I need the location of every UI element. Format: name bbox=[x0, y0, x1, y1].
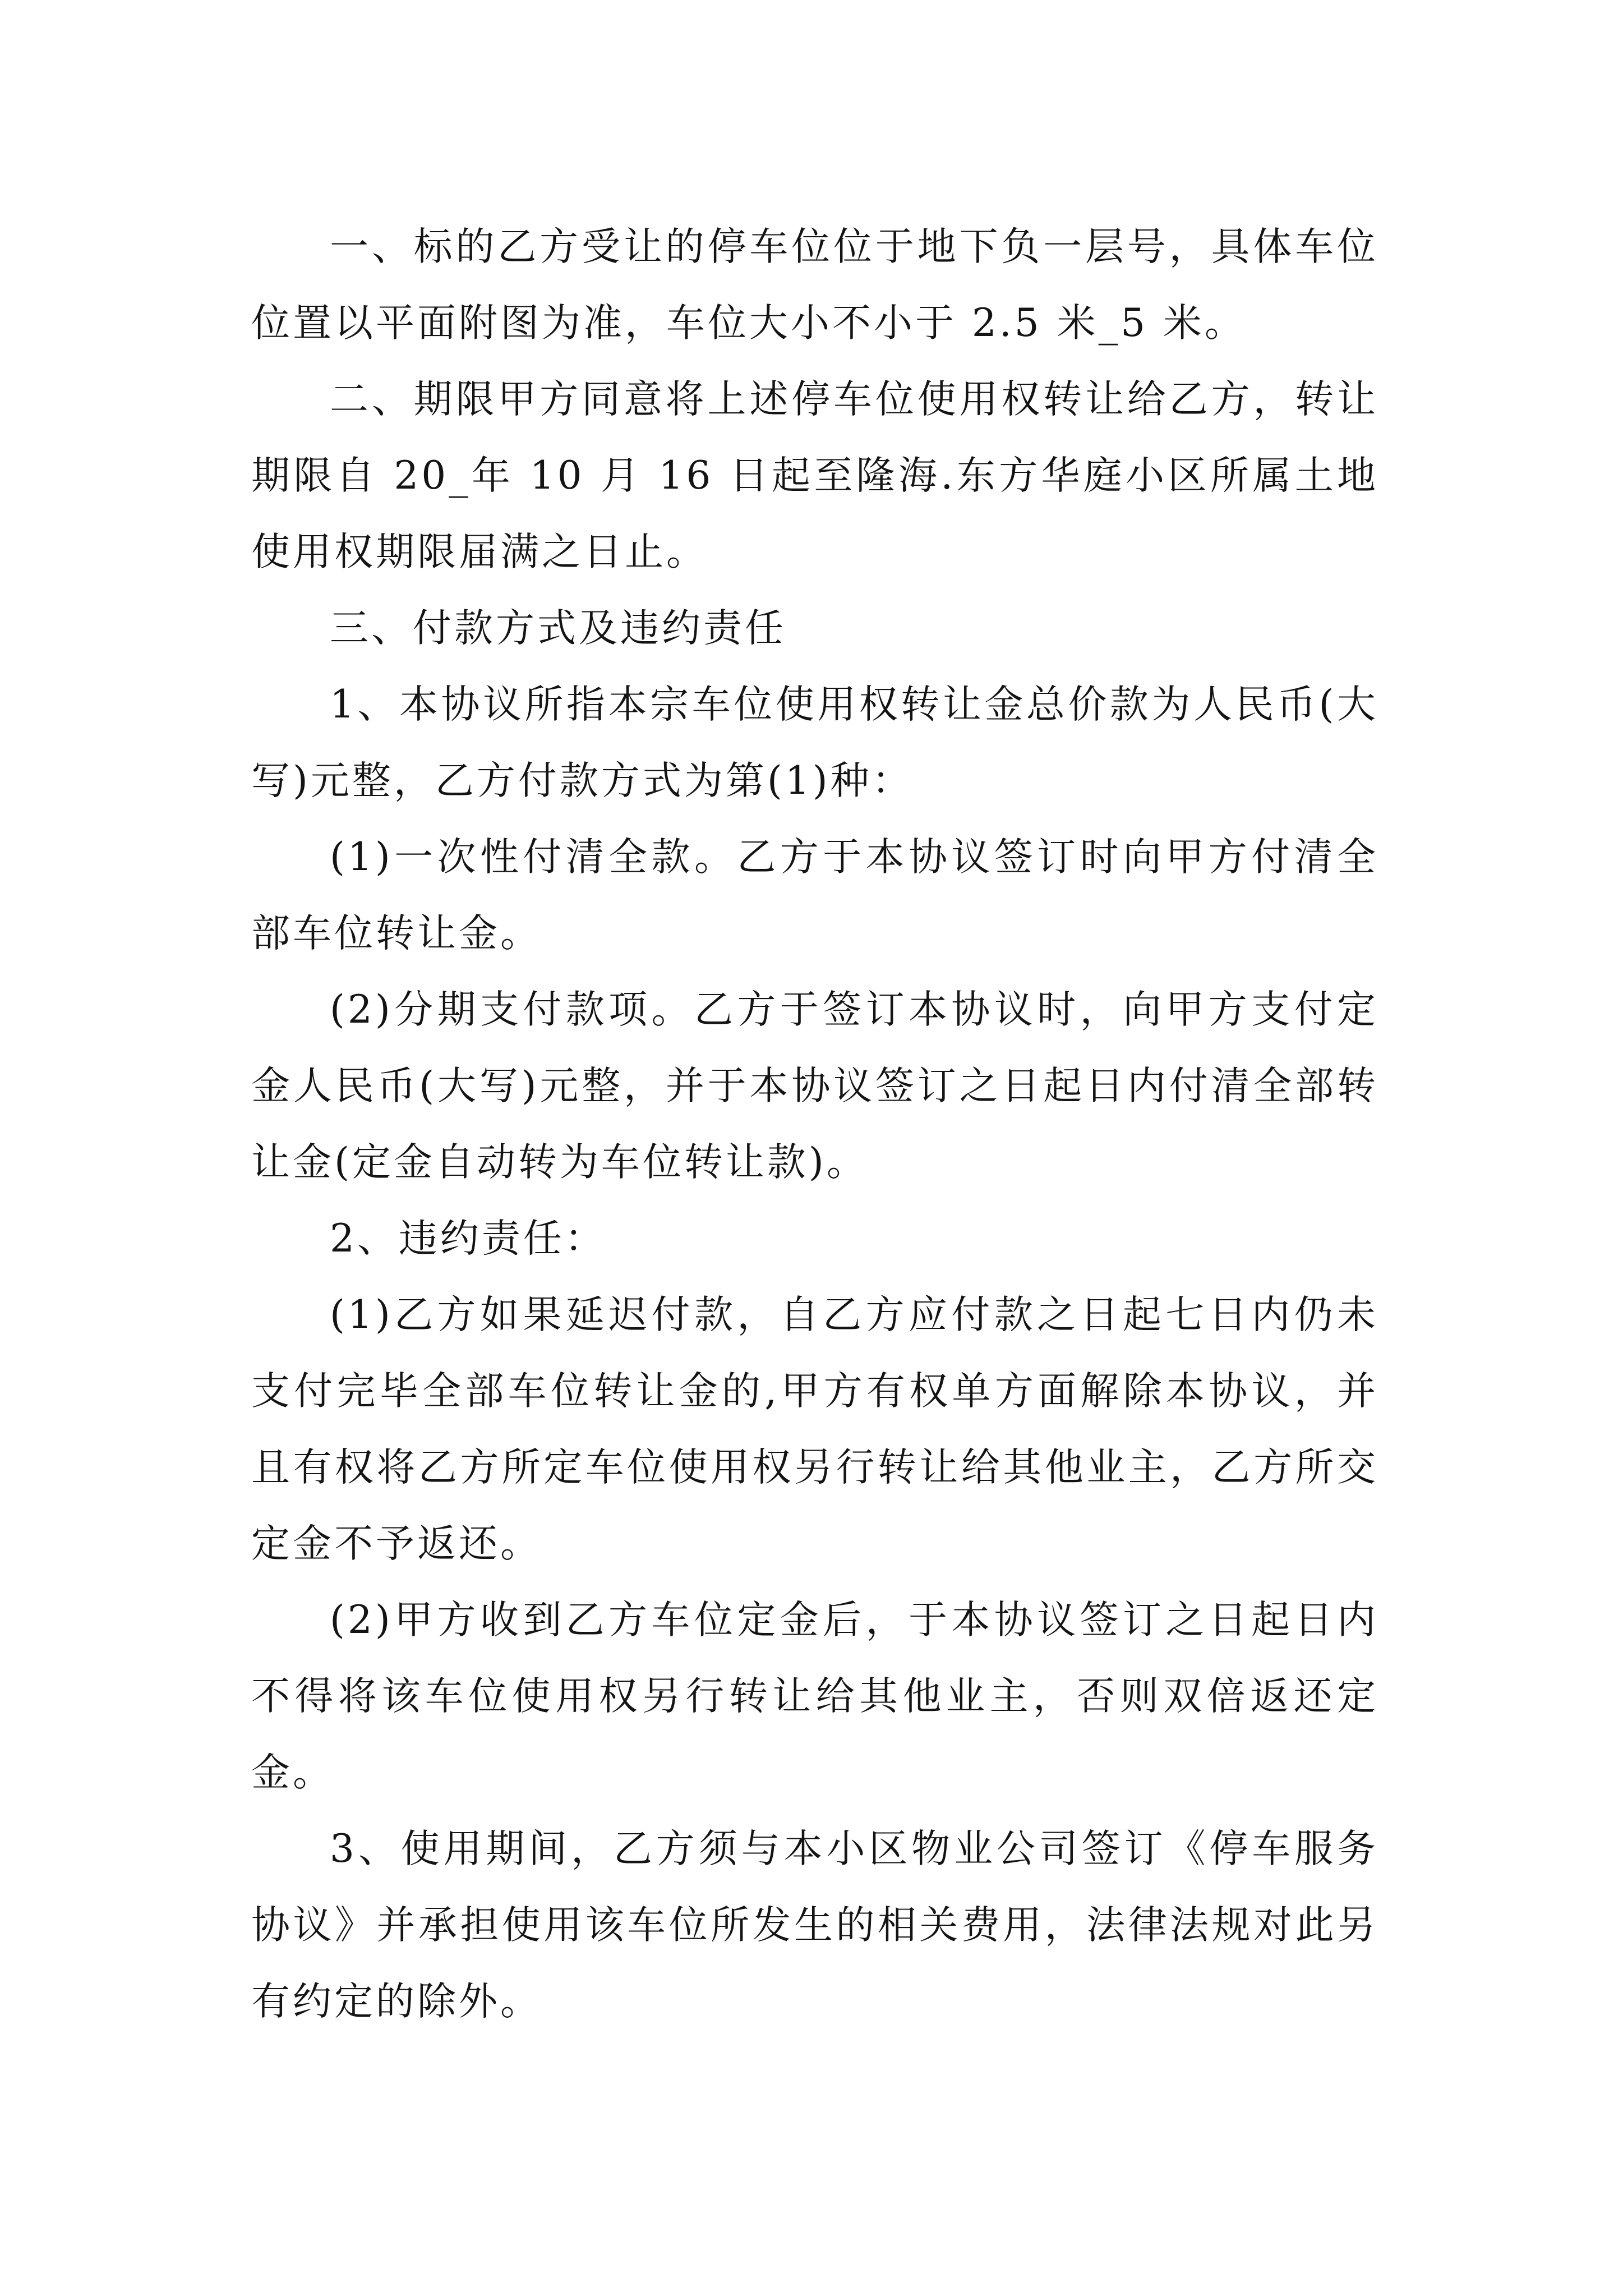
payment-option-2: (2)分期支付款项。乙方于签订本协议时，向甲方支付定金人民币(大写)元整，并于本协议签订之日起日内付清全部转让金(定金自动转为车位转让款)。 bbox=[251, 987, 1378, 1185]
clause-1-subject: 一、标的乙方受让的停车位位于地下负一层号，具体车位位置以平面附图为准，车位大小不小于 2.5 米_5 米。 bbox=[251, 224, 1378, 346]
clause-3-item-3: 3、使用期间，乙方须与本小区物业公司签订《停车服务协议》并承担使用该车位所发生的相关费用，法律法规对此另有约定的除外。 bbox=[251, 1826, 1378, 2024]
clause-3-heading: 三、付款方式及违约责任 bbox=[330, 606, 786, 651]
clause-2-term: 二、期限甲方同意将上述停车位使用权转让给乙方，转让期限自 20_年 10 月 16 日起至隆海.东方华庭小区所属土地使用权期限届满之日止。 bbox=[251, 377, 1378, 574]
clause-3-item-2: 2、违约责任： bbox=[330, 1216, 606, 1261]
document-body bbox=[251, 209, 1378, 2040]
breach-item-1: (1)乙方如果延迟付款，自乙方应付款之日起七日内仍未支付完毕全部车位转让金的,甲方有权单方面解除本协议，并且有权将乙方所定车位使用权另行转让给其他业主，乙方所交定金不予返还。 bbox=[251, 1292, 1378, 1566]
breach-item-2: (2)甲方收到乙方车位定金后，于本协议签订之日起日内不得将该车位使用权另行转让给其他业主，否则双倍返还定金。 bbox=[251, 1598, 1378, 1795]
clause-3-item-1: 1、本协议所指本宗车位使用权转让金总价款为人民币(大写)元整，乙方付款方式为第(1)种： bbox=[251, 682, 1378, 803]
payment-option-1: (1)一次性付清全款。乙方于本协议签订时向甲方付清全部车位转让金。 bbox=[251, 835, 1378, 956]
